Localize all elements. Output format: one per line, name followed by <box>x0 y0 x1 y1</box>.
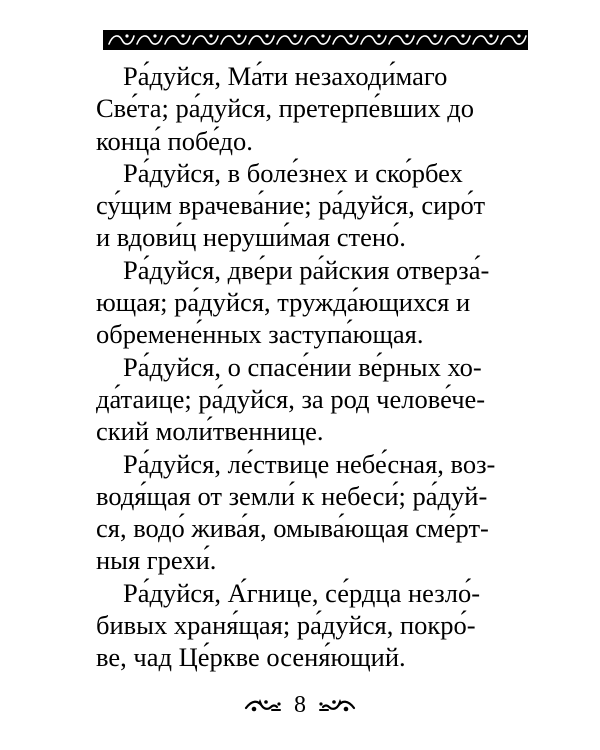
page-number: 8 <box>294 692 306 718</box>
prayer-paragraph: Ра́дуйся, А́гнице, се́рдца незло́- бивых храня́щая; ра́дуйся, покро́- ве, чад Це́ркве осеня́ющий. <box>96 577 481 673</box>
left-flourish-icon <box>244 696 282 714</box>
page-footer <box>0 688 600 722</box>
prayer-paragraph: Ра́дуйся, ле́ствице небе́сная, воз- водя́щая от земли́ к небеси́; ра́дуй- ся, водо́ жива́я, омыва́ющая сме́рт- ныя грехи́. <box>96 448 496 576</box>
prayer-paragraph: Ра́дуйся, две́ри ра́йския отверза́- ющая; ра́дуйся, тружда́ющихся и обремене́нных заступа́ющая. <box>96 254 490 350</box>
prayer-text-block <box>96 60 538 674</box>
prayer-paragraph: Ра́дуйся, о спасе́нии ве́рных хо- да́таице; ра́дуйся, за род челове́че- ский моли́твеннице. <box>96 351 486 447</box>
prayer-paragraph: Ра́дуйся, в боле́знех и ско́рбех су́щим врачева́ние; ра́дуйся, сиро́т и вдови́ц неруши́мая стено́. <box>96 157 486 253</box>
header-ornament-band-icon <box>103 30 528 50</box>
prayer-paragraph: Ра́дуйся, Ма́ти незаходи́маго Све́та; ра́дуйся, претерпе́вших до конца́ побе́до. <box>96 61 475 156</box>
right-flourish-icon <box>318 696 356 714</box>
